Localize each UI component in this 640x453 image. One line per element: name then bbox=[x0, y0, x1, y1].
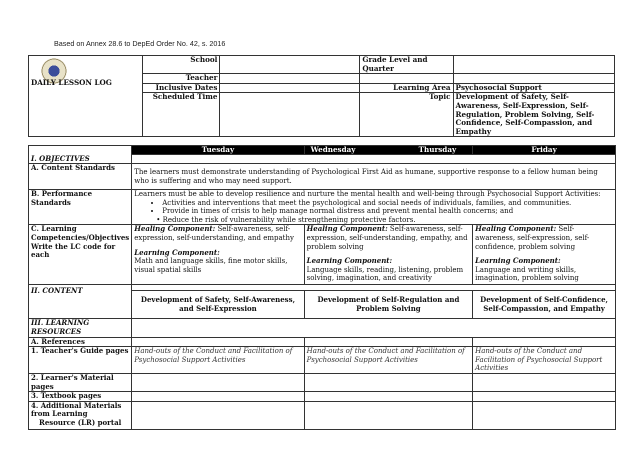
learning-area-value: Psychosocial Support bbox=[453, 83, 614, 93]
tg-tuesday: Hand-outs of the Conduct and Facilitation of Psychosocial Support Activities bbox=[132, 347, 304, 374]
dates-label: Inclusive Dates bbox=[142, 83, 220, 93]
school-label: School bbox=[142, 56, 220, 74]
textbook-label: 3. Textbook pages bbox=[29, 392, 132, 402]
teacher-field[interactable] bbox=[220, 74, 360, 84]
performance-bullet: • Provide in times of crisis to help manage normal distress and prevent mental health concerns; and bbox=[162, 207, 613, 216]
topic-value: Development of Safety, Self-Awareness, Self-Expression, Self-Regulation, Problem Solving, Self-Confidence, Self-Compassion, and Empathy bbox=[453, 93, 614, 137]
header-table bbox=[28, 55, 615, 137]
additional-tuesday[interactable] bbox=[132, 401, 304, 429]
grade-label: Grade Level and Quarter bbox=[360, 56, 453, 74]
content-tuesday: Development of Safety, Self-Awareness, and Self-Expression bbox=[132, 291, 304, 319]
performance-list bbox=[134, 199, 613, 216]
log-title: DAILY LESSON LOG bbox=[31, 77, 112, 87]
competencies-label: C. Learning Competencies/Objectives Write the LC code for each bbox=[29, 225, 132, 285]
dates-field[interactable] bbox=[220, 83, 360, 93]
performance-intro: Learners must be able to develop resilience and nurture the mental health and well-being through Psychosocial Support Activities: bbox=[134, 190, 601, 199]
additional-friday[interactable] bbox=[473, 401, 616, 429]
tg-friday: Hand-outs of the Conduct and Facilitation of Psychosocial Support Activities bbox=[473, 347, 616, 374]
tg-label: 1. Teacher's Guide pages bbox=[29, 347, 132, 374]
competency-wednesday: Healing Component: Self-awareness, self-expression, self-understanding, empathy, and problem solving Learning Component: Language skills, reading, listening, problem solving, imagination, and creativity bbox=[304, 225, 472, 285]
lm-wednesday[interactable] bbox=[304, 374, 472, 392]
annex-note: Based on Annex 28.6 to DepEd Order No. 42, s. 2016 bbox=[54, 39, 226, 48]
time-label: Scheduled Time bbox=[142, 93, 220, 137]
performance-last: • Reduce the risk of vulnerability while strengthening protective factors. bbox=[156, 215, 416, 224]
performance-standards-cell bbox=[132, 190, 616, 225]
performance-standards-label: B. Performance Standards bbox=[29, 190, 132, 225]
day-thursday: Thursday bbox=[418, 145, 457, 154]
school-field[interactable] bbox=[220, 56, 360, 74]
lm-tuesday[interactable] bbox=[132, 374, 304, 392]
time-field[interactable] bbox=[220, 93, 360, 137]
textbook-friday[interactable] bbox=[473, 392, 616, 402]
competency-friday: Healing Component: Self-awareness, self-expression, self-confidence, problem solving Learning Component: Language and writing skills, imagination, problem solving bbox=[473, 225, 616, 285]
content-standards-label: A. Content Standards bbox=[29, 164, 132, 190]
content-standards-text: The learners must demonstrate understanding of Psychological First Aid as humane, supportive response to a fellow human being who is suffering and who may need support. bbox=[132, 164, 616, 190]
resources-heading: III. LEARNING RESOURCES bbox=[29, 319, 132, 337]
topic-label: Topic bbox=[360, 93, 453, 137]
day-wednesday: Wednesday bbox=[310, 145, 356, 154]
content-heading: II. CONTENT bbox=[29, 285, 132, 319]
tg-wednesday: Hand-outs of the Conduct and Facilitation of Psychosocial Support Activities bbox=[304, 347, 472, 374]
learning-area-label: Learning Area bbox=[360, 83, 453, 93]
day-tuesday: Tuesday bbox=[132, 146, 304, 155]
competency-tuesday: Healing Component: Self-awareness, self-expression, self-understanding, and empathy Learning Component: Math and language skills, fine motor skills, visual spatial skills bbox=[132, 225, 304, 285]
performance-bullet: • Activities and interventions that meet the psychological and social needs of individuals, families, and communities. bbox=[162, 199, 613, 208]
lm-label: 2. Learner's Material pages bbox=[29, 374, 132, 392]
additional-wednesday[interactable] bbox=[304, 401, 472, 429]
textbook-tuesday[interactable] bbox=[132, 392, 304, 402]
teacher-label: Teacher bbox=[142, 74, 220, 84]
grade-field[interactable] bbox=[453, 56, 614, 74]
textbook-wednesday[interactable] bbox=[304, 392, 472, 402]
day-wednesday-thursday bbox=[304, 146, 472, 155]
lm-friday[interactable] bbox=[473, 374, 616, 392]
day-header-row bbox=[29, 146, 616, 155]
content-wednesday: Development of Self-Regulation and Problem Solving bbox=[304, 291, 472, 319]
lesson-table bbox=[28, 145, 616, 430]
logo-cell bbox=[29, 56, 143, 137]
references-label: A. References bbox=[29, 337, 132, 347]
content-friday: Development of Self-Confidence, Self-Compassion, and Empathy bbox=[473, 291, 616, 319]
day-friday: Friday bbox=[473, 146, 616, 155]
additional-materials-label: 4. Additional Materials from Learning Resource (LR) portal bbox=[29, 401, 132, 429]
objectives-heading: I. OBJECTIVES bbox=[29, 155, 132, 164]
